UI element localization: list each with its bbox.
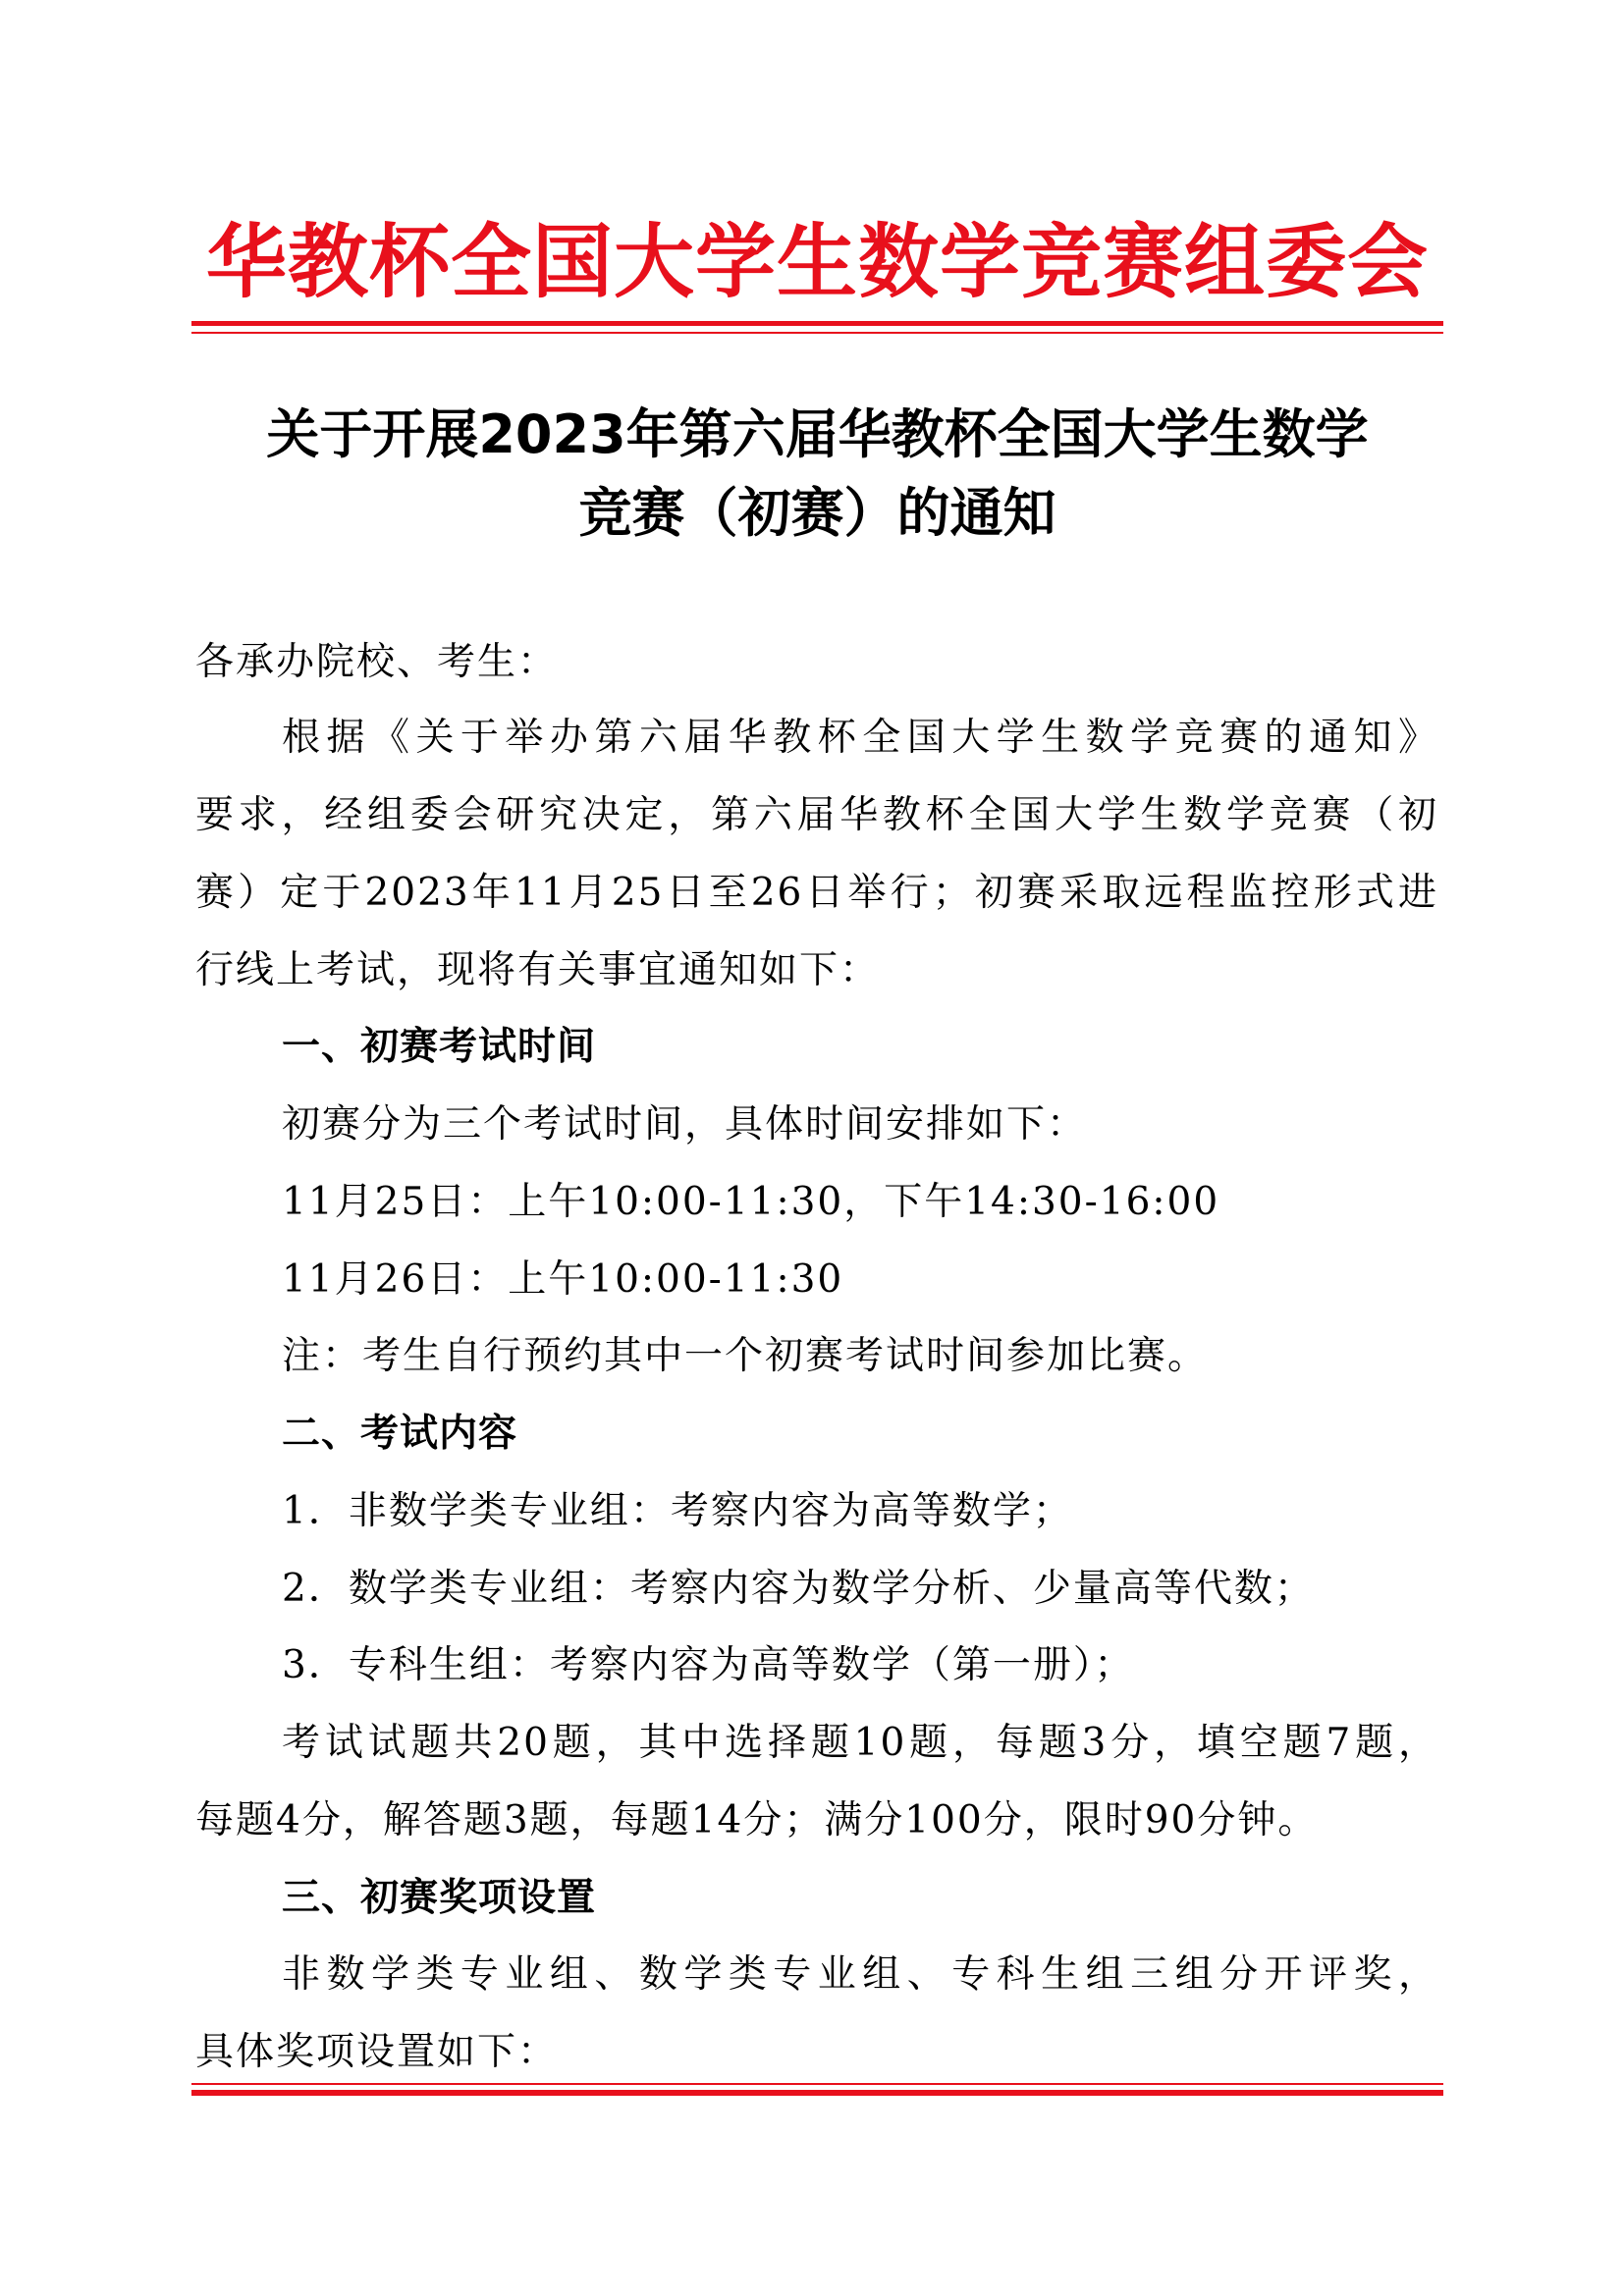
exam-content-line: 考试试题共20题，其中选择题10题，每题3分，填空题7题， [282,1721,1438,1765]
header-divider-thick [191,321,1443,326]
intro-line: 赛）定于2023年11月25日至26日举行；初赛采取远程监控形式进 [195,871,1438,915]
salutation: 各承办院校、考生： [195,640,559,684]
organization-header: 华教杯全国大学生数学竞赛组委会 [205,216,1429,309]
section-heading-exam-content: 二、考试内容 [282,1412,518,1456]
notice-title-line-1: 关于开展2023年第六届华教杯全国大学生数学 [266,403,1369,465]
footer-divider-thin [191,2083,1443,2085]
awards-line: 非数学类专业组、数学类专业组、专科生组三组分开评奖， [282,1952,1438,1997]
section-heading-awards: 三、初赛奖项设置 [282,1876,597,1920]
exam-content-line: 3．专科生组：考察内容为高等数学（第一册）； [282,1643,1135,1687]
exam-content-line: 1．非数学类专业组：考察内容为高等数学； [282,1489,1073,1533]
notice-title-line-2: 竞赛（初赛）的通知 [578,482,1056,544]
exam-content-line: 2．数学类专业组：考察内容为数学分析、少量高等代数； [282,1567,1315,1611]
exam-time-line: 11月25日：上午10:00-11:30，下午14:30-16:00 [282,1180,1220,1224]
exam-time-note: 注：考生自行预约其中一个初赛考试时间参加比赛。 [282,1334,1209,1378]
intro-line: 要求，经组委会研究决定，第六届华教杯全国大学生数学竞赛（初 [195,793,1438,837]
exam-time-line: 初赛分为三个考试时间，具体时间安排如下： [282,1102,1088,1147]
intro-line: 根据《关于举办第六届华教杯全国大学生数学竞赛的通知》 [282,716,1438,760]
exam-time-line: 11月26日：上午10:00-11:30 [282,1257,844,1302]
footer-divider-thick [191,2090,1443,2096]
intro-line: 行线上考试，现将有关事宜通知如下： [195,948,881,992]
section-heading-exam-time: 一、初赛考试时间 [282,1025,597,1069]
header-divider-thin [191,332,1443,334]
awards-line: 具体奖项设置如下： [195,2030,559,2074]
exam-content-line: 每题4分，解答题3题，每题14分；满分100分，限时90分钟。 [195,1798,1319,1842]
